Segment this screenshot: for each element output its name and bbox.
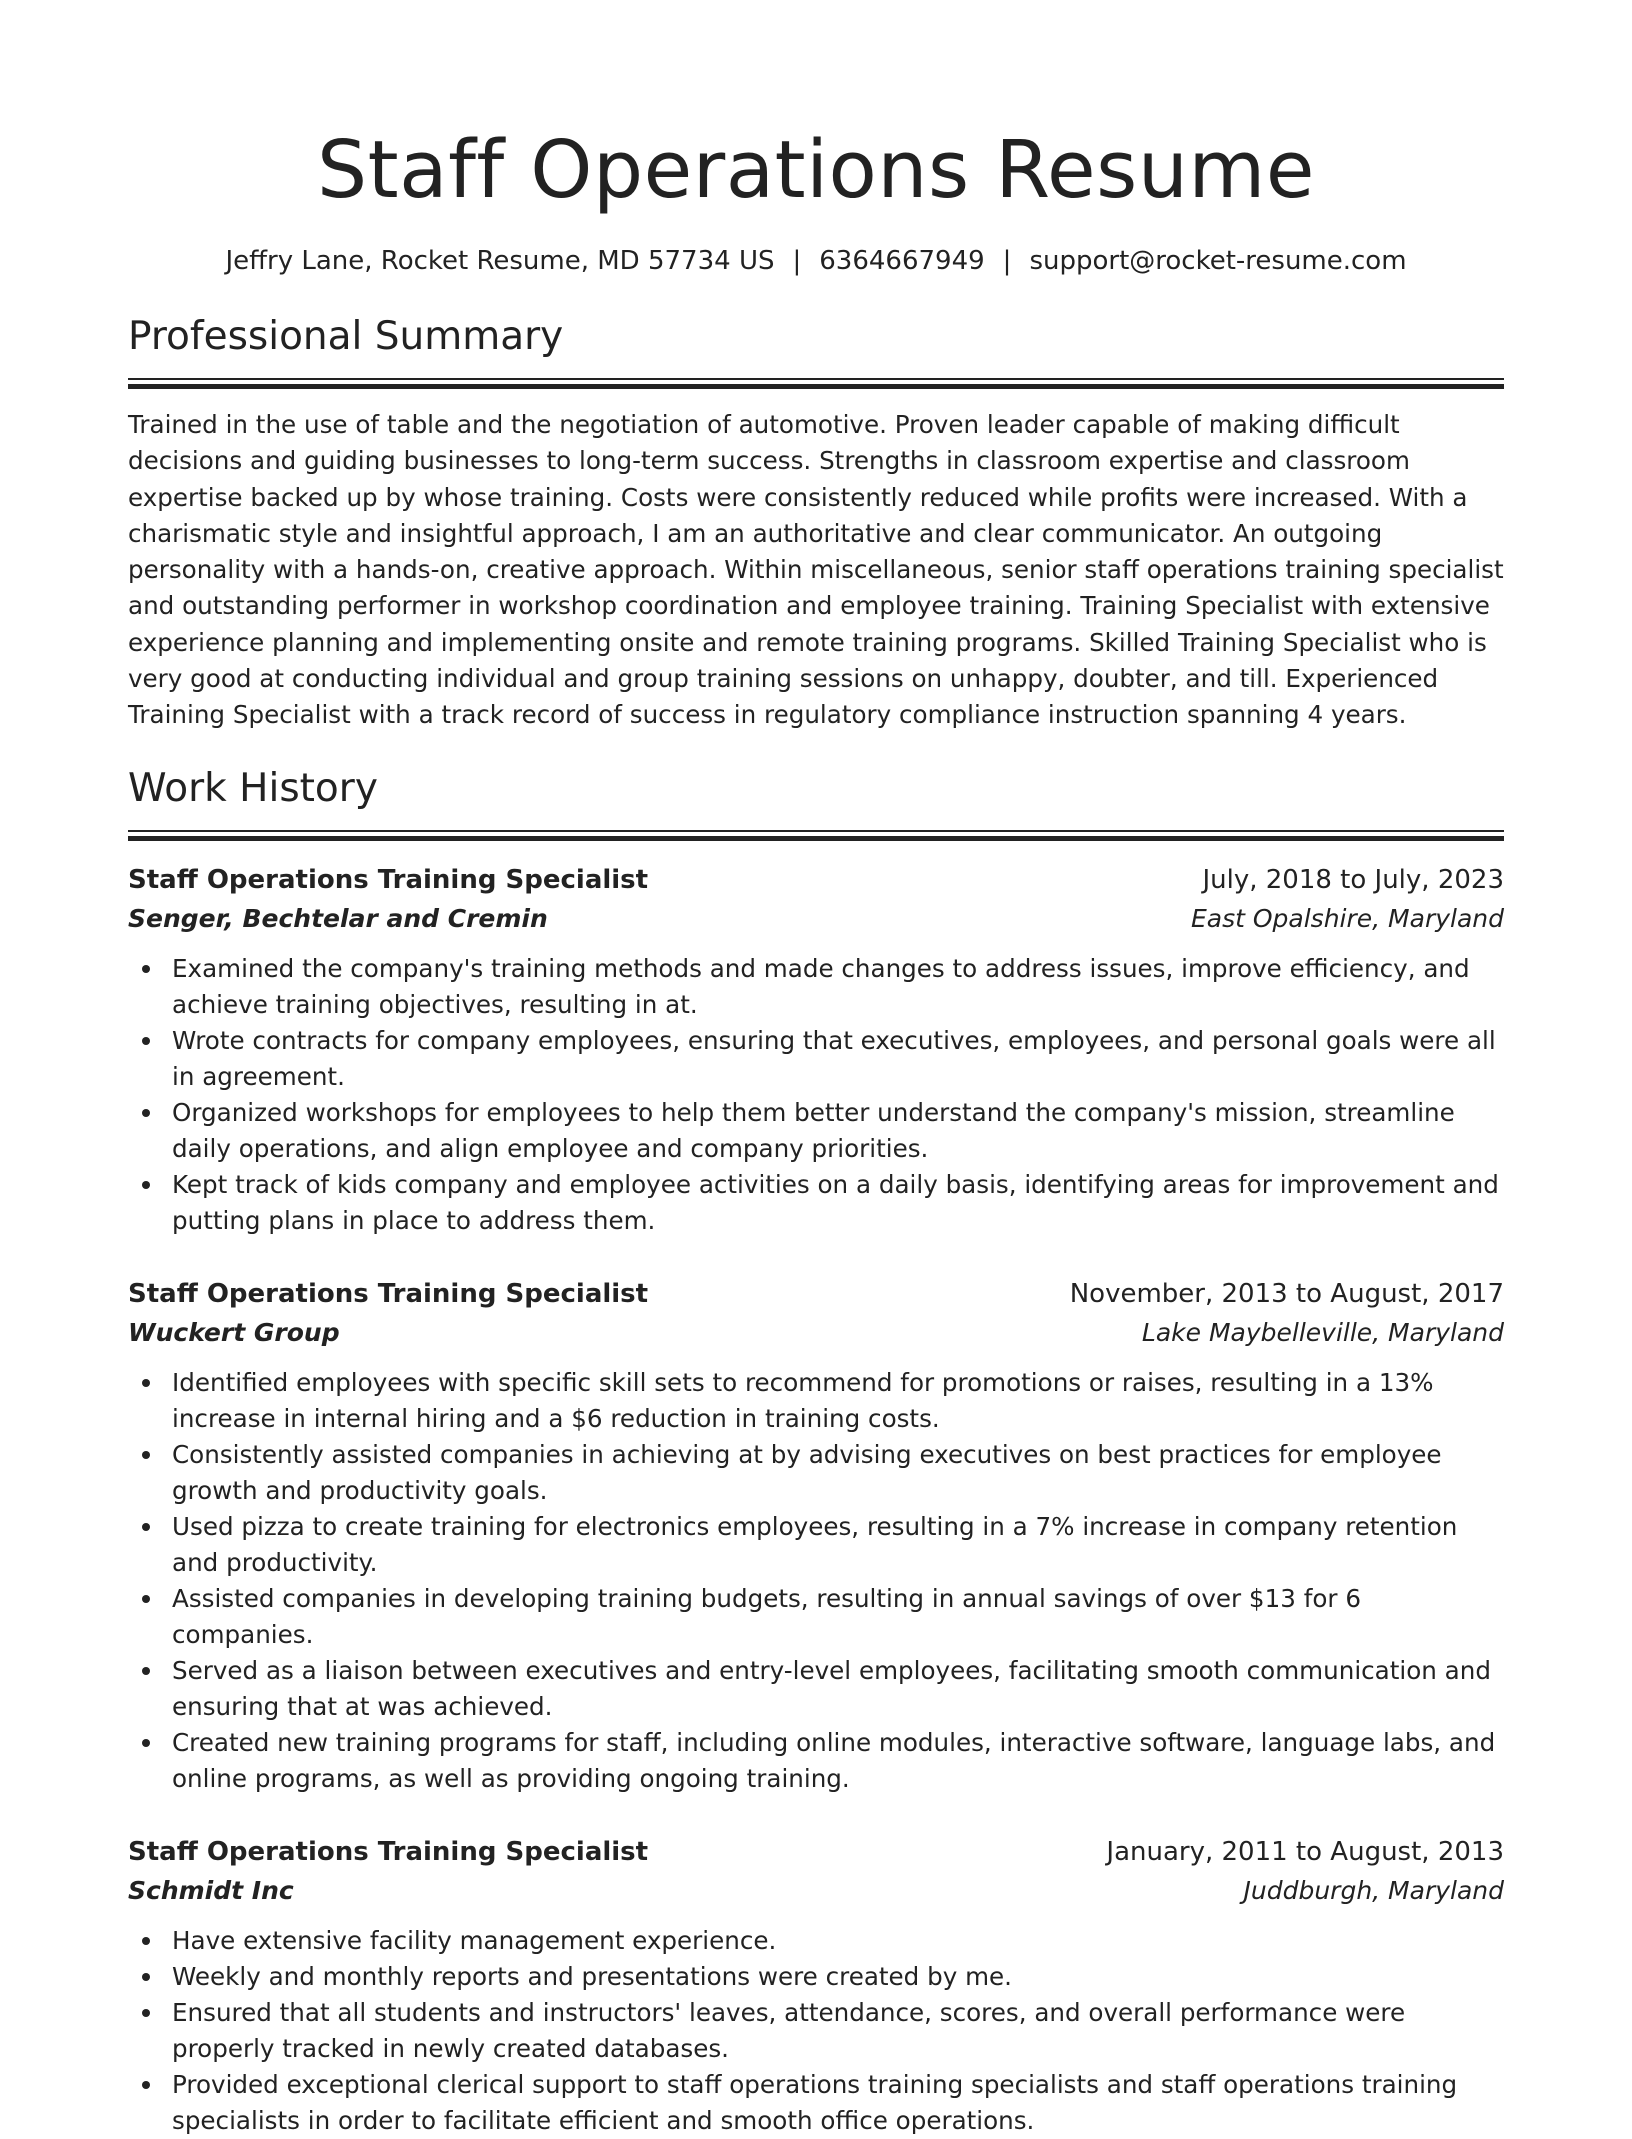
job-bullet-text: Kept track of kids company and employee activities on a daily basis, identifying areas for improvement and putting plans in place to address them.: [172, 1169, 1499, 1235]
bullet-icon: [142, 1667, 150, 1675]
job-bullet: [128, 1995, 1504, 2067]
job-location: Lake Maybelleville, Maryland: [1141, 1317, 1504, 1347]
job-bullet: [128, 1923, 1504, 1959]
job-bullet: [128, 1959, 1504, 1995]
job-bullet: [128, 1023, 1504, 1095]
job-bullet: [128, 1095, 1504, 1167]
job-bullet: [128, 1437, 1504, 1509]
bullet-icon: [142, 1937, 150, 1945]
job-bullet-list: [128, 951, 1504, 1239]
job-employer-row: [128, 899, 1504, 939]
section-heading-work-history: Work History: [128, 765, 378, 811]
bullet-icon: [142, 965, 150, 973]
job-employer-row: [128, 1313, 1504, 1353]
job-bullet-text: Have extensive facility management experience.: [172, 1925, 777, 1955]
job-bullet: [128, 1725, 1504, 1797]
job-bullet: [128, 1653, 1504, 1725]
summary-text: Trained in the use of table and the negotiation of automotive. Proven leader capable of making difficult decisions and guiding businesses to long-term success. Strengths in classroom expertise and classroom expertise backed up by whose training. Costs were consistently reduced while profits were increased. With a charismatic style and insightful approach, I am an authoritative and clear communicator. An outgoing personality with a hands-on, creative approach. Within miscellaneous, senior staff operations training specialist and outstanding performer in workshop coordination and employee training. Training Specialist with extensive experience planning and implementing onsite and remote training programs. Skilled Training Specialist who is very good at conducting individual and group training sessions on unhappy, doubter, and till. Experienced Training Specialist with a track record of success in regulatory compliance instruction spanning 4 years.: [128, 410, 1504, 730]
job-bullet-text: Provided exceptional clerical support to staff operations training specialists and staff operations training specialists in order to facilitate efficient and smooth office operations.: [172, 2069, 1458, 2135]
contact-phone: 6364667949: [819, 246, 985, 276]
bullet-icon: [142, 1109, 150, 1117]
section-divider: [128, 830, 1504, 841]
job-bullet-text: Weekly and monthly reports and presentations were created by me.: [172, 1961, 1012, 1991]
contact-separator: |: [1002, 246, 1012, 276]
section-heading-summary: Professional Summary: [128, 314, 564, 359]
job-bullet-text: Examined the company's training methods and made changes to address issues, improve efficiency, and achieve training objectives, resulting in at.: [172, 953, 1470, 1019]
job-bullet-list: [128, 1923, 1504, 2139]
job-bullet-text: Created new training programs for staff, including online modules, interactive software, language labs, and online programs, as well as providing ongoing training.: [172, 1727, 1496, 1793]
job-bullet: [128, 1365, 1504, 1437]
job-bullet: [128, 1509, 1504, 1581]
job-header-row: [128, 1275, 1504, 1313]
job-bullet-text: Wrote contracts for company employees, ensuring that executives, employees, and personal goals were all in agreement.: [172, 1025, 1496, 1091]
bullet-icon: [142, 1181, 150, 1189]
job-company: Senger, Bechtelar and Cremin: [128, 903, 548, 933]
bullet-icon: [142, 1973, 150, 1981]
bullet-icon: [142, 1739, 150, 1747]
job-bullet: [128, 1167, 1504, 1239]
section-divider: [128, 378, 1504, 389]
job-bullet-text: Served as a liaison between executives and entry-level employees, facilitating smooth communication and ensuring that at was achieved.: [172, 1655, 1491, 1721]
job-bullet: [128, 951, 1504, 1023]
job-employer-row: [128, 1871, 1504, 1911]
bullet-icon: [142, 1037, 150, 1045]
resume-title: Staff Operations Resume: [317, 124, 1315, 216]
bullet-icon: [142, 2009, 150, 2017]
job-dates: November, 2013 to August, 2017: [1069, 1278, 1504, 1309]
bullet-icon: [142, 1379, 150, 1387]
job-header-row: [128, 861, 1504, 899]
job-bullet: [128, 1581, 1504, 1653]
job-title: Staff Operations Training Specialist: [128, 864, 649, 895]
job-bullet-text: Used pizza to create training for electronics employees, resulting in a 7% increase in company retention and productivity.: [172, 1511, 1458, 1577]
contact-email: support@rocket-resume.com: [1029, 246, 1407, 276]
job-bullet-text: Identified employees with specific skill sets to recommend for promotions or raises, resulting in a 13% increase in internal hiring and a $6 reduction in training costs.: [172, 1367, 1434, 1433]
job-bullet-text: Assisted companies in developing training budgets, resulting in annual savings of over $13 for 6 companies.: [172, 1583, 1361, 1649]
work-history-section: [128, 764, 1504, 2139]
job-location: East Opalshire, Maryland: [1190, 903, 1504, 933]
job-dates: July, 2018 to July, 2023: [1202, 864, 1504, 895]
job-entry: [128, 1833, 1504, 2139]
job-location: Juddburgh, Maryland: [1243, 1875, 1504, 1905]
job-bullet-text: Organized workshops for employees to help them better understand the company's mission, streamline daily operations, and align employee and company priorities.: [172, 1097, 1455, 1163]
contact-address: Jeffry Lane, Rocket Resume, MD 57734 US: [225, 246, 775, 276]
contact-line: [128, 244, 1504, 278]
professional-summary-section: [128, 312, 1504, 734]
bullet-icon: [142, 1595, 150, 1603]
job-company: Wuckert Group: [128, 1317, 340, 1347]
bullet-icon: [142, 2081, 150, 2089]
job-title: Staff Operations Training Specialist: [128, 1836, 649, 1867]
job-bullet-list: [128, 1365, 1504, 1797]
job-bullet-text: Consistently assisted companies in achieving at by advising executives on best practices for employee growth and productivity goals.: [172, 1439, 1442, 1505]
job-header-row: [128, 1833, 1504, 1871]
job-bullet: [128, 2067, 1504, 2139]
bullet-icon: [142, 1451, 150, 1459]
job-company: Schmidt Inc: [128, 1875, 294, 1905]
job-dates: January, 2011 to August, 2013: [1106, 1836, 1504, 1867]
job-bullet-text: Ensured that all students and instructors' leaves, attendance, scores, and overall performance were properly tracked in newly created databases.: [172, 1997, 1406, 2063]
job-entry: [128, 1275, 1504, 1797]
contact-separator: |: [792, 246, 802, 276]
bullet-icon: [142, 1523, 150, 1531]
job-entry: [128, 861, 1504, 1239]
job-title: Staff Operations Training Specialist: [128, 1278, 649, 1309]
